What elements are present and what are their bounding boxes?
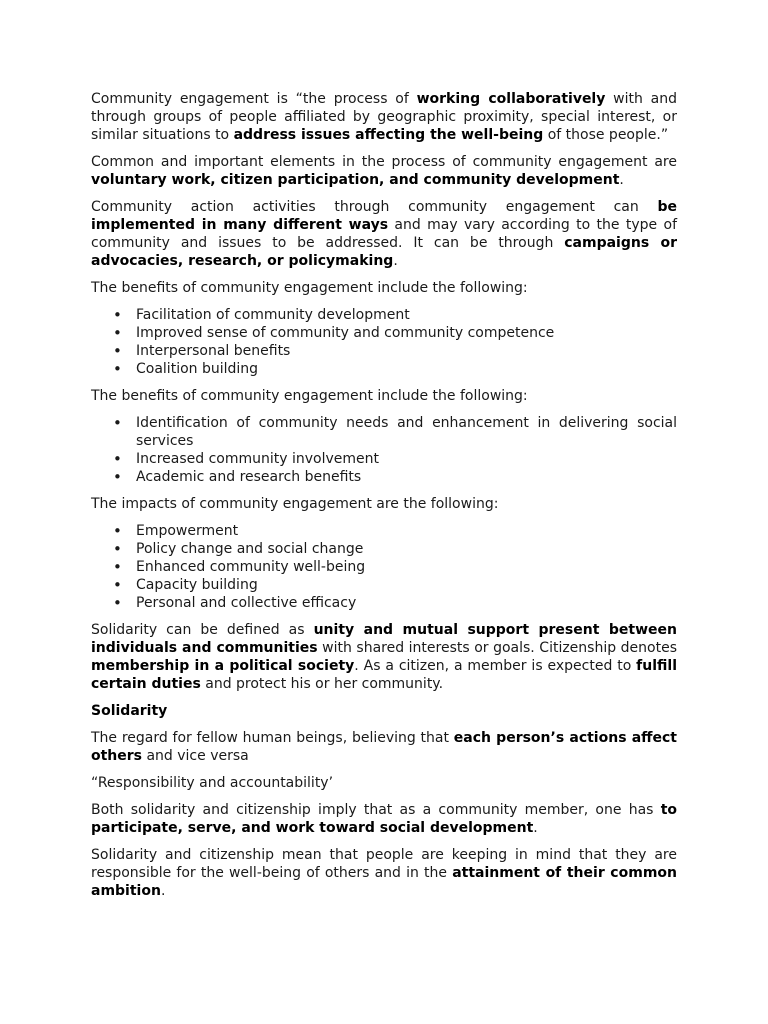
list-item: • Coalition building: [136, 360, 677, 378]
benefits-list-2: [91, 414, 677, 486]
list-item: • Academic and research benefits: [136, 468, 677, 486]
paragraph-citizenship-mean: Solidarity and citizenship mean that people are keeping in mind that they are responsible for the well-being of others and in the attainment of their common ambition.: [91, 847, 677, 899]
section-heading-solidarity: Solidarity: [91, 703, 168, 719]
paragraph-citizenship-imply: Both solidarity and citizenship imply that as a community member, one has to participate, serve, and work toward social development.: [91, 802, 677, 836]
list-item: • Identification of community needs and enhancement in delivering social services: [136, 414, 677, 450]
list-item: • Facilitation of community development: [136, 306, 677, 324]
paragraph-activities: Community action activities through community engagement can be implemented in many different ways and may vary according to the type of community and issues to be addressed. It can be through campaigns or advocacies, research, or policymaking.: [91, 199, 677, 269]
paragraph-elements: Common and important elements in the process of community engagement are voluntary work, citizen participation, and community development.: [91, 154, 677, 188]
paragraph-regard: The regard for fellow human beings, believing that each person’s actions affect others and vice versa: [91, 730, 677, 764]
paragraph-solidarity-definition: Solidarity can be defined as unity and mutual support present between individuals and communities with shared interests or goals. Citizenship denotes membership in a political society. As a citizen, a member is expected to fulfill certain duties and protect his or her community.: [91, 622, 677, 692]
paragraph-impacts-intro: The impacts of community engagement are the following:: [91, 496, 499, 512]
paragraph-benefits-intro-1: The benefits of community engagement include the following:: [91, 280, 528, 296]
benefits-list-1: [91, 306, 677, 378]
list-item: • Empowerment: [136, 522, 677, 540]
list-item: • Capacity building: [136, 576, 677, 594]
impacts-list: [91, 522, 677, 612]
list-item: • Policy change and social change: [136, 540, 677, 558]
paragraph-responsibility: “Responsibility and accountability’: [91, 775, 334, 791]
list-item: • Personal and collective efficacy: [136, 594, 677, 612]
paragraph-definition: Community engagement is “the process of working collaboratively with and through groups of people affiliated by geographic proximity, special interest, or similar situations to address issues affecting the well-being of those people.”: [91, 91, 677, 143]
list-item: • Interpersonal benefits: [136, 342, 677, 360]
list-item: • Increased community involvement: [136, 450, 677, 468]
list-item: • Enhanced community well-being: [136, 558, 677, 576]
list-item: • Improved sense of community and community competence: [136, 324, 677, 342]
paragraph-benefits-intro-2: The benefits of community engagement include the following:: [91, 388, 528, 404]
